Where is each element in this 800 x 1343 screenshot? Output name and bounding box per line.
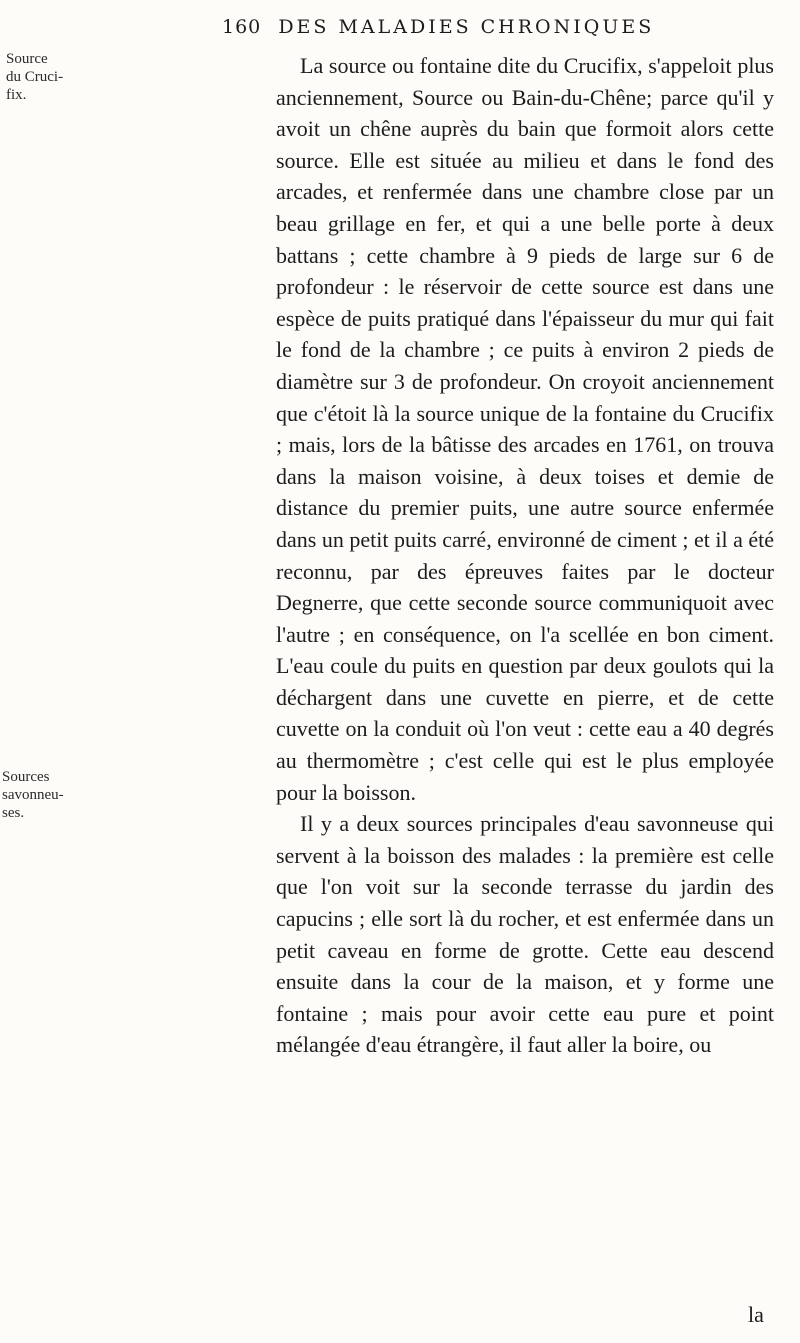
- margin-note-line: fix.: [6, 87, 27, 103]
- catchword: la: [748, 1302, 764, 1327]
- margin-note-line: ses.: [2, 805, 25, 821]
- paragraph-savonneuses: Il y a deux sources principales d'eau savonneuse qui servent à la boisson des malades : la première est celle que l'on voit sur la seconde terrasse du jardin des capucins ; elle sort là du rocher, et est enfermée dans un petit caveau en forme de grotte. Cette eau descend ensuite dans la cour de la maison, et y forme une fontaine ; mais pour avoir cette eau pure et point mélangée d'eau étrangère, il faut aller la boire, ou: [276, 811, 774, 1058]
- running-header: [222, 16, 654, 38]
- margin-note-line: Source: [6, 51, 48, 67]
- margin-note-line: du Cruci-: [6, 69, 64, 85]
- page-number: 160: [222, 16, 262, 38]
- margin-note-line: Sources: [2, 769, 50, 785]
- body-text: [276, 50, 774, 1061]
- margin-note-source-crucifix: [6, 50, 96, 104]
- paragraph-crucifix: La source ou fontaine dite du Crucifix, s'appeloit plus anciennement, Source ou Bain-du-Chêne; parce qu'il y avoit un chêne auprès du bain que formoit alors cette source. Elle est située au milieu et dans le fond des arcades, et renfermée dans une chambre close par un beau grillage en fer, et qui a une belle porte à deux battans ; cette chambre à 9 pieds de large sur 6 de profondeur : le réservoir de cette source est dans une espèce de puits pratiqué dans l'épaisseur du mur qui fait le fond de la chambre ; ce puits à environ 2 pieds de diamètre sur 3 de profondeur. On croyoit anciennement que c'étoit là la source unique de la fontaine du Crucifix ; mais, lors de la bâtisse des arcades en 1761, on trouva dans la maison voisine, à deux toises et demie de distance du premier puits, une autre source enfermée dans un petit puits carré, environné de ciment ; et il a été reconnu, par des épreuves faites par le docteur Degnerre, que cette seconde source communiquoit avec l'autre ; en conséquence, on l'a scellée en bon ciment. L'eau coule du puits en question par deux goulots qui la déchargent dans une cuvette en pierre, et de cette cuvette on la conduit où l'on veut : cette eau a 40 degrés au thermomètre ; c'est celle qui est le plus employée pour la boisson.: [276, 53, 774, 805]
- running-title: DES MALADIES CHRONIQUES: [278, 16, 655, 38]
- margin-note-line: savonneu-: [2, 787, 64, 803]
- margin-note-sources-savonneuses: [2, 768, 92, 822]
